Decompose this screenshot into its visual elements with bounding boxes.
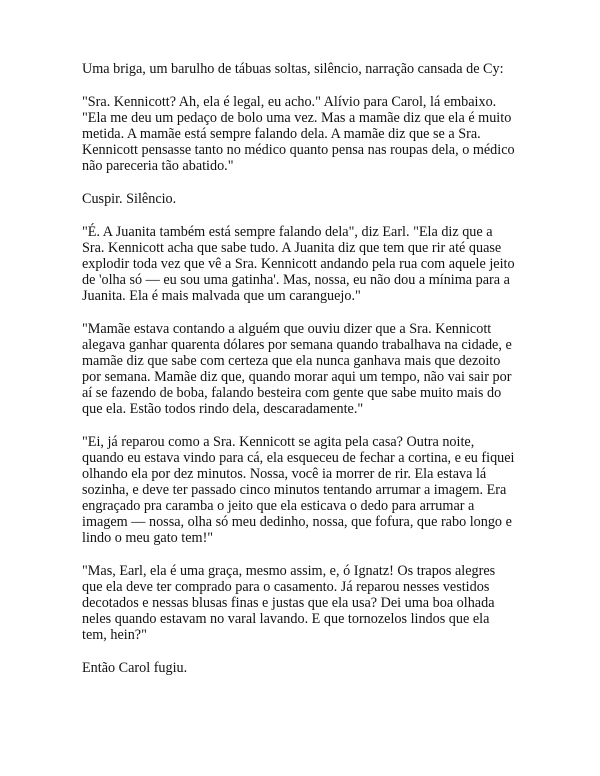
body-text — [82, 61, 534, 693]
paragraph-3: Cuspir. Silêncio. — [82, 191, 177, 207]
paragraph-6: "Ei, já reparou como a Sra. Kennicott se agita pela casa? Outra noite, quando eu estava vindo para cá, ela esqueceu de fechar a cortina, e eu fiquei olhando ela por dez minutos. Nossa, você ia morrer de rir. Ela estava lá sozinha, e deve ter passado cinco minutos tentando arrumar a imagem. Era engraçado pra caramba o jeito que ela esticava o dedo para arrumar a imagem — nossa, olha só meu dedinho, nossa, que fofura, que rabo longo e lindo o meu gato tem!" — [82, 434, 515, 546]
paragraph-8: Então Carol fugiu. — [82, 660, 188, 676]
paragraph-2: "Sra. Kennicott? Ah, ela é legal, eu acho." Alívio para Carol, lá embaixo. "Ela me deu um pedaço de bolo uma vez. Mas a mamãe diz que ela é muito metida. A mamãe está sempre falando dela. A mamãe diz que se a Sra. Kennicott pensasse tanto no médico quanto pensa nas roupas dela, o médico não pareceria tão abatido." — [82, 94, 515, 174]
paragraph-7: "Mas, Earl, ela é uma graça, mesmo assim, e, ó Ignatz! Os trapos alegres que ela deve ter comprado para o casamento. Já reparou nesses vestidos decotados e nessas blusas finas e justas que ela usa? Dei uma boa olhada neles quando estavam no varal lavando. E que tornozelos lindos que ela tem, hein?" — [82, 563, 496, 643]
paragraph-1: Uma briga, um barulho de tábuas soltas, silêncio, narração cansada de Cy: — [82, 61, 504, 77]
paragraph-4: "É. A Juanita também está sempre falando dela", diz Earl. "Ela diz que a Sra. Kennicott acha que sabe tudo. A Juanita diz que tem que rir até quase explodir toda vez que vê a Sra. Kennicott andando pela rua com aquele jeito de 'olha só — eu sou uma gatinha'. Mas, nossa, eu não dou a mínima para a Juanita. Ela é mais malvada que um caranguejo." — [82, 224, 515, 304]
paragraph-5: "Mamãe estava contando a alguém que ouviu dizer que a Sra. Kennicott alegava ganhar quarenta dólares por semana quando trabalhava na cidade, e mamãe diz que sabe com certeza que ela nunca ganhava mais que dezoito por semana. Mamãe diz que, quando morar aqui um tempo, não vai sair por aí se fazendo de boba, falando besteira com gente que sabe muito mais do que ela. Estão todos rindo dela, descaradamente." — [82, 321, 512, 417]
